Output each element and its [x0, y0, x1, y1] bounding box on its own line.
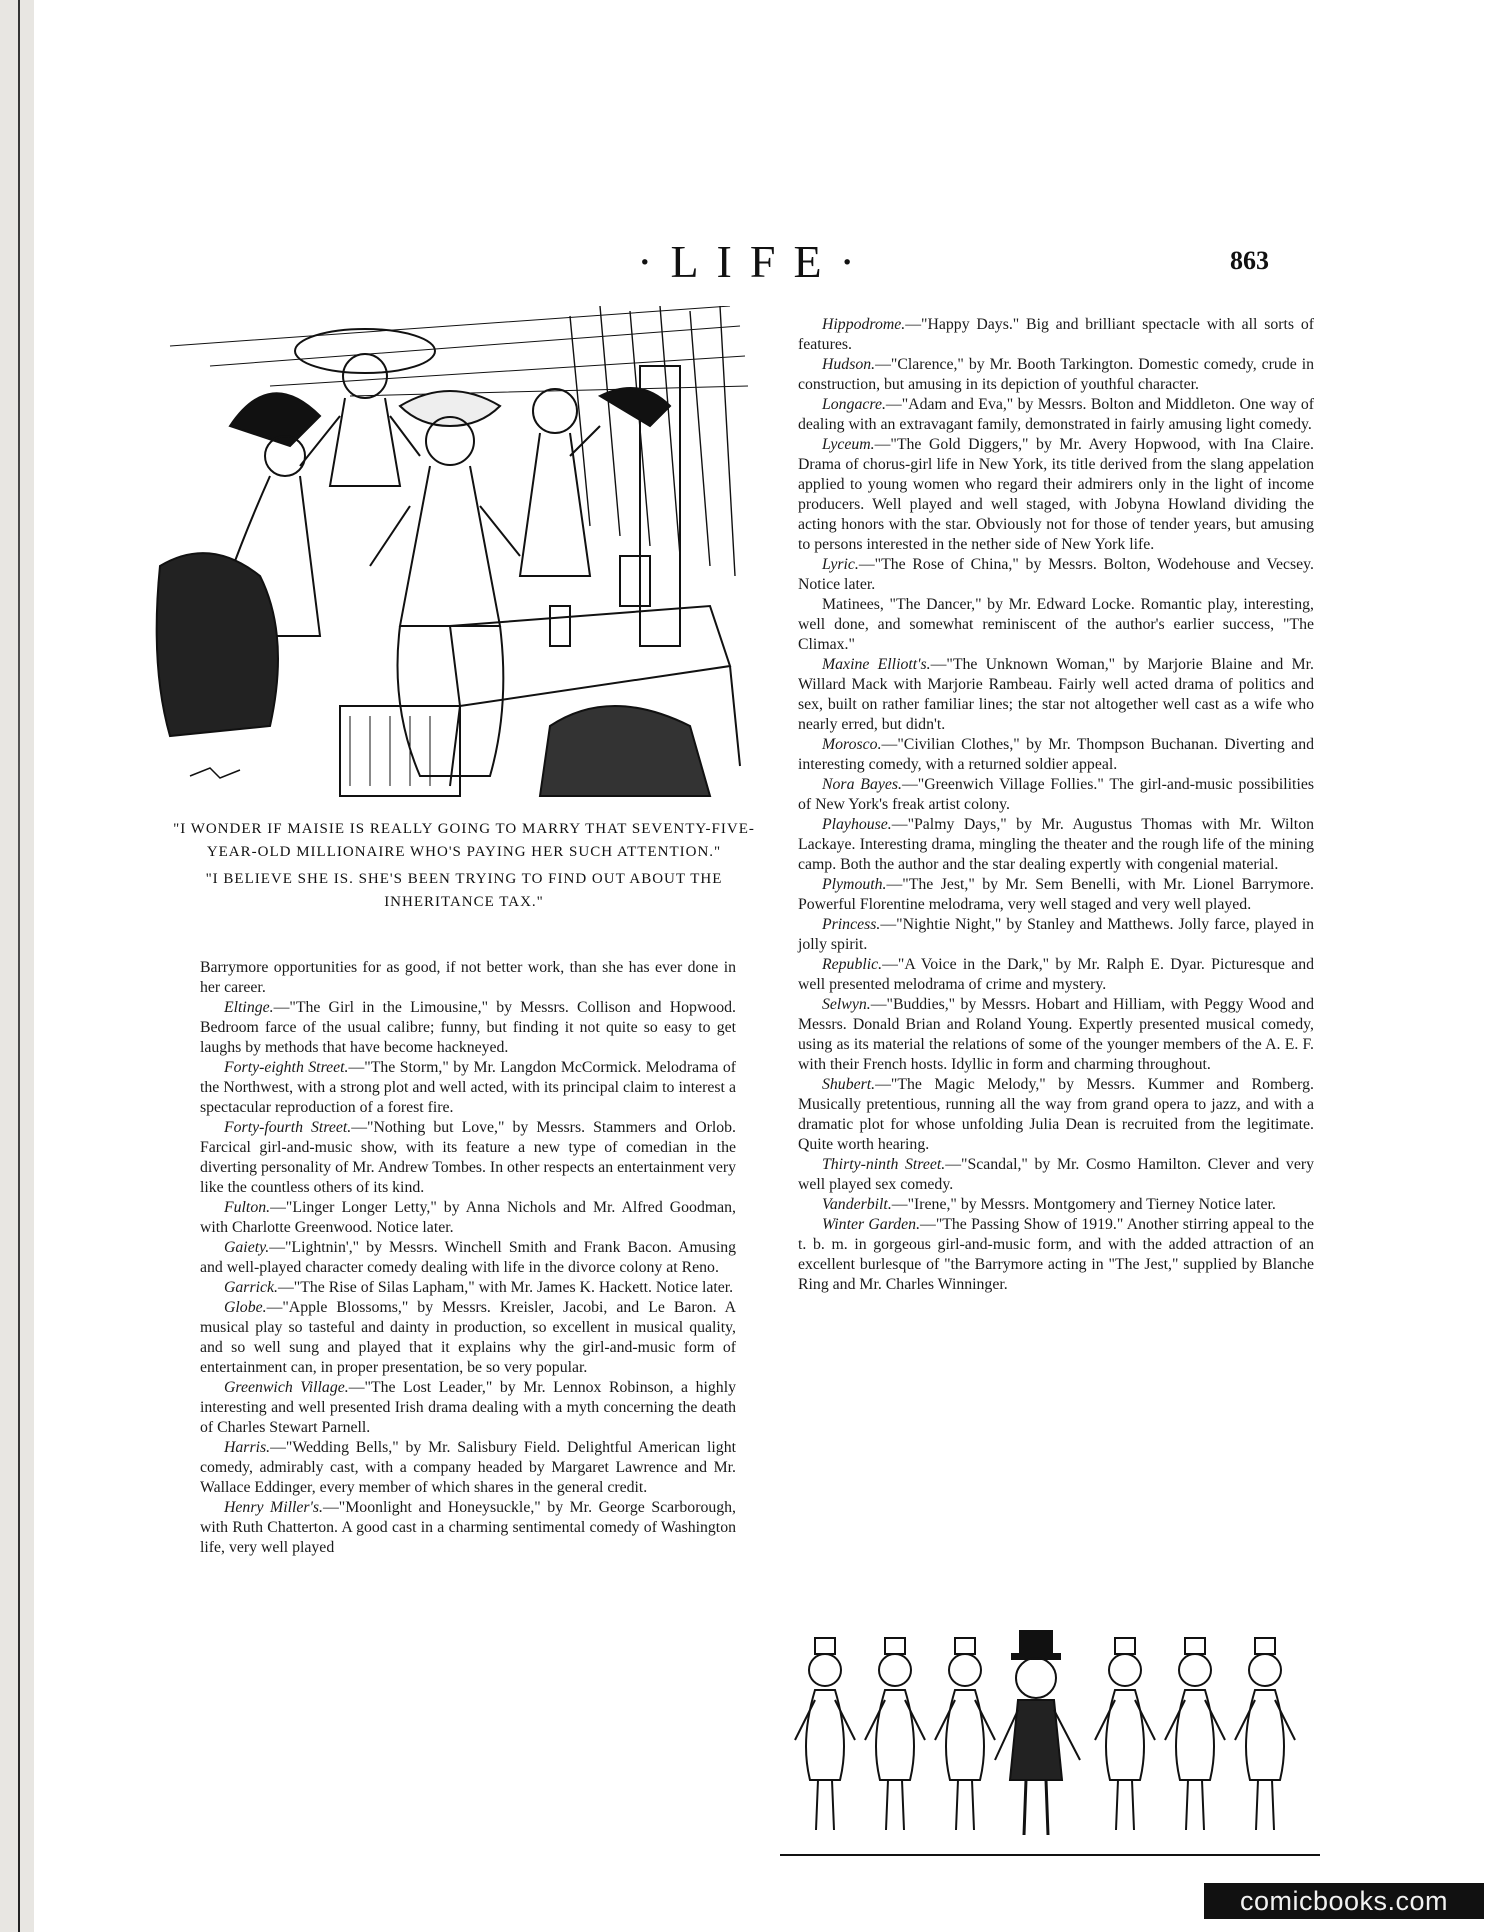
- review-entry: Forty-fourth Street.—"Nothing but Love," by Messrs. Stammers and Orlob. Farcical girl-and-music show, with its feature a new type of comedian in the diverting personality of Mr. Andrew Tombes. In other respects an entertainment very like the countless others of its kind.: [200, 1119, 736, 1196]
- review-entry: Playhouse.—"Palmy Days," by Mr. Augustus Thomas with Mr. Wilton Lackaye. Interesting drama, mingling the theater and the rough life of the mining camp. Both the author and the star dealing expertly with congenial material.: [798, 816, 1314, 873]
- review-entry: Maxine Elliott's.—"The Unknown Woman," by Marjorie Blaine and Mr. Willard Mack with Marjorie Rambeau. Fairly well acted drama of politics and sex, built on rather familiar lines; the star not altogether well cast as a wife who nearly erred, but didn't.: [798, 656, 1314, 733]
- review-entry: Forty-eighth Street.—"The Storm," by Mr. Langdon McCormick. Melodrama of the Northwest, with a strong plot and well acted, with its principal claim to interest a spectacular reproduction of a forest fire.: [200, 1059, 737, 1116]
- dressing-room-illustration: [150, 306, 750, 806]
- review-entry: Matinees, "The Dancer," by Mr. Edward Locke. Romantic play, interesting, well done, and somewhat reminiscent of the author's earlier success, "The Climax.": [798, 596, 1314, 653]
- page-edge: [0, 0, 34, 1932]
- review-entry: Shubert.—"The Magic Melody," by Messrs. Kummer and Romberg. Musically pretentious, running all the way from grand opera to jazz, and with a dramatic plot for whose unfolding Julia Dean is recruited from the legitimate. Quite worth hearing.: [798, 1076, 1314, 1153]
- review-entry: Plymouth.—"The Jest," by Mr. Sem Benelli, with Mr. Lionel Barrymore. Powerful Florentine melodrama, very well staged and very well played.: [798, 876, 1314, 913]
- chorus-line-illustration: [780, 1630, 1320, 1870]
- review-entry: Nora Bayes.—"Greenwich Village Follies." The girl-and-music possibilities of New York's freak artist colony.: [798, 776, 1314, 813]
- review-entry: Republic.—"A Voice in the Dark," by Mr. Ralph E. Dyar. Picturesque and well presented melodrama of crime and mystery.: [798, 956, 1314, 993]
- review-entry: Winter Garden.—"The Passing Show of 1919." Another stirring appeal to the t. b. m. in gorgeous girl-and-music form, and with the added attraction of an excellent burlesque of "the Barrymore acting in "The Jest," supplied by Blanche Ring and Mr. Charles Winninger.: [798, 1216, 1314, 1293]
- review-entry: Barrymore opportunities for as good, if not better work, than she has ever done in her career.: [200, 959, 736, 996]
- review-entry: Gaiety.—"Lightnin'," by Messrs. Winchell Smith and Frank Bacon. Amusing and well-played character comedy dealing with life in the divorce colony at Reno.: [200, 1239, 736, 1276]
- right-column: [798, 315, 1314, 1295]
- review-entry: Vanderbilt.—"Irene," by Messrs. Montgomery and Tierney Notice later.: [822, 1196, 1276, 1213]
- page-number: 863: [1230, 246, 1269, 275]
- masthead: ·LIFE·: [637, 236, 873, 287]
- review-entry: Lyceum.—"The Gold Diggers," by Mr. Avery Hopwood, with Ina Claire. Drama of chorus-girl life in New York, its title derived from the slang appelation applied to young women who regard their admirers only in the light of income producers. Well played and well staged, with Jobyna Howland dividing the acting honors with the star. Obviously not for those of tender years, but amusing to persons interested in the nether side of New York life.: [798, 436, 1314, 553]
- review-entry: Greenwich Village.—"The Lost Leader," by Mr. Lennox Robinson, a highly interesting and well presented Irish drama dealing with a myth concerning the death of Charles Stewart Parnell.: [200, 1379, 736, 1436]
- review-entry: Eltinge.—"The Girl in the Limousine," by Messrs. Collison and Hopwood. Bedroom farce of the usual calibre; funny, but finding it not quite so easy to get laughs by methods that have become hackneyed.: [200, 999, 736, 1056]
- illustration-caption: [164, 818, 764, 918]
- review-entry: Longacre.—"Adam and Eva," by Messrs. Bolton and Middleton. One way of dealing with an extravagant family, demonstrated in fairly amusing light comedy.: [798, 396, 1314, 433]
- watermark: comicbooks.com: [1204, 1883, 1484, 1919]
- caption-line-1: "I WONDER IF MAISIE IS REALLY GOING TO MARRY THAT SEVENTY-FIVE-YEAR-OLD MILLIONAIRE WHO'S PAYING HER SUCH ATTENTION.": [173, 821, 755, 860]
- review-entry: Henry Miller's.—"Moonlight and Honeysuckle," by Mr. George Scarborough, with Ruth Chatterton. A good cast in a charming sentimental comedy of Washington life, very well played: [200, 1499, 737, 1556]
- caption-line-2: "I BELIEVE SHE IS. SHE'S BEEN TRYING TO FIND OUT ABOUT THE INHERITANCE TAX.": [205, 871, 723, 910]
- review-entry: Harris.—"Wedding Bells," by Mr. Salisbury Field. Delightful American light comedy, admirably cast, with a company headed by Margaret Lawrence and Mr. Wallace Eddinger, every member of which shares in the general credit.: [200, 1439, 736, 1496]
- review-entry: Garrick.—"The Rise of Silas Lapham," with Mr. James K. Hackett. Notice later.: [224, 1279, 734, 1296]
- review-entry: Thirty-ninth Street.—"Scandal," by Mr. Cosmo Hamilton. Clever and very well played sex comedy.: [798, 1156, 1314, 1193]
- review-entry: Fulton.—"Linger Longer Letty," by Anna Nichols and Mr. Alfred Goodman, with Charlotte Greenwood. Notice later.: [200, 1199, 736, 1236]
- left-column: [200, 958, 736, 1558]
- review-entry: Globe.—"Apple Blossoms," by Messrs. Kreisler, Jacobi, and Le Baron. A musical play so tasteful and dainty in production, so excellent in musical quality, and so well sung and played that it explains why the girl-and-music form of entertainment can, in proper presentation, be so very popular.: [200, 1299, 736, 1376]
- review-entry: Hudson.—"Clarence," by Mr. Booth Tarkington. Domestic comedy, crude in construction, but amusing in its depiction of youthful character.: [798, 356, 1314, 393]
- review-entry: Lyric.—"The Rose of China," by Messrs. Bolton, Wodehouse and Vecsey. Notice later.: [798, 556, 1314, 593]
- review-entry: Morosco.—"Civilian Clothes," by Mr. Thompson Buchanan. Diverting and interesting comedy, with a returned soldier appeal.: [798, 736, 1314, 773]
- review-entry: Princess.—"Nightie Night," by Stanley and Matthews. Jolly farce, played in jolly spirit.: [798, 916, 1314, 953]
- review-entry: Hippodrome.—"Happy Days." Big and brilliant spectacle with all sorts of features.: [798, 316, 1314, 353]
- review-entry: Selwyn.—"Buddies," by Messrs. Hobart and Hilliam, with Peggy Wood and Messrs. Donald Brian and Roland Young. Expertly presented musical comedy, using as its material the relations of some of the younger members of the A. E. F. with their French hosts. Idyllic in form and charming throughout.: [798, 996, 1314, 1073]
- page-curve: [18, 0, 20, 1932]
